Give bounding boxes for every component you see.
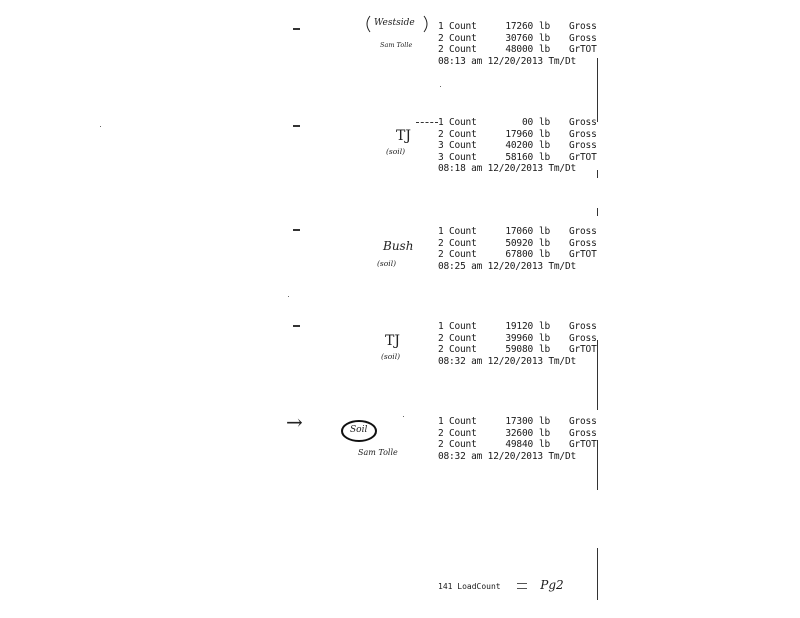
page-footer: [438, 578, 564, 592]
row-unit: lb: [539, 427, 551, 439]
row-weight: 30760: [505, 32, 533, 44]
row-count: Count: [449, 117, 477, 128]
handwritten-note: TJ: [385, 333, 400, 349]
load-count-label: 141 LoadCount: [438, 582, 501, 591]
row-weight: 67800: [505, 249, 533, 261]
row-weight: 17260: [505, 21, 533, 32]
row-unit: lb: [539, 332, 551, 344]
row-type: Gross: [569, 416, 597, 427]
row-count: Count: [449, 128, 477, 140]
ticket-row: [438, 428, 603, 440]
arrow-icon: →: [286, 410, 303, 434]
row-seq: 1: [438, 21, 444, 32]
row-weight: 17960: [505, 128, 533, 140]
row-weight: 39960: [505, 332, 533, 344]
row-type: Gross: [569, 427, 597, 439]
ticket-row: [438, 33, 603, 45]
row-unit: lb: [539, 226, 551, 237]
row-seq: 3: [438, 140, 444, 152]
row-seq: 2: [438, 439, 444, 451]
row-seq: 2: [438, 32, 444, 44]
ticket-timestamp: 08:18 am 12/20/2013 Tm/Dt: [438, 163, 576, 175]
row-weight: 17060: [505, 226, 533, 237]
row-type: Gross: [569, 226, 597, 237]
row-weight: 58160: [505, 151, 533, 163]
row-seq: 3: [438, 151, 444, 163]
ticket-row: [438, 152, 603, 164]
ticket-timestamp: 08:32 am 12/20/2013 Tm/Dt: [438, 355, 576, 367]
weigh-ticket-2: [438, 117, 603, 175]
row-unit: lb: [539, 151, 551, 163]
row-seq: 2: [438, 44, 444, 56]
row-count: Count: [449, 237, 477, 249]
row-weight: 19120: [505, 321, 533, 332]
ticket-row: [438, 321, 603, 333]
row-unit: lb: [539, 344, 551, 356]
edge-rule: [597, 58, 598, 122]
ticket-row: [438, 226, 603, 238]
scan-speck: [100, 126, 101, 127]
handwritten-signature: Sam Tolle: [358, 448, 398, 457]
ticket-row: [438, 333, 603, 345]
row-unit: lb: [539, 439, 551, 451]
ticket-row: [438, 249, 603, 261]
edge-rule: [597, 548, 598, 600]
ticket-row: [438, 344, 603, 356]
strike-dash-line: [416, 122, 438, 123]
note-main: Soil: [350, 425, 368, 435]
row-unit: lb: [539, 128, 551, 140]
row-weight: 59080: [505, 344, 533, 356]
margin-tick: [293, 28, 300, 30]
row-seq: 1: [438, 321, 444, 332]
margin-tick: [293, 125, 300, 127]
row-unit: lb: [539, 249, 551, 261]
row-unit: lb: [539, 117, 551, 128]
row-seq: 2: [438, 427, 444, 439]
row-type: Gross: [569, 237, 597, 249]
ticket-row: [438, 44, 603, 56]
row-unit: lb: [539, 237, 551, 249]
row-count: Count: [449, 32, 477, 44]
row-count: Count: [449, 151, 477, 163]
row-weight: 48000: [505, 44, 533, 56]
handwritten-signature: Sam Tolle: [380, 41, 413, 49]
row-weight: 49840: [505, 439, 533, 451]
row-type: GrTOT: [569, 249, 597, 261]
ticket-row: [438, 416, 603, 428]
row-weight: 00: [521, 117, 533, 128]
handwritten-note-sub: (soil): [386, 147, 406, 156]
footer-mark: [517, 583, 527, 589]
row-seq: 1: [438, 416, 444, 427]
handwritten-note: [366, 18, 415, 28]
row-seq: 2: [438, 344, 444, 356]
ticket-row: [438, 140, 603, 152]
ticket-timestamp: 08:25 am 12/20/2013 Tm/Dt: [438, 260, 576, 272]
note-main: Westside: [374, 18, 415, 28]
row-count: Count: [449, 427, 477, 439]
weigh-ticket-1: [438, 21, 603, 67]
handwritten-note-sub: (soil): [381, 352, 401, 361]
row-count: Count: [449, 21, 477, 32]
row-seq: 1: [438, 226, 444, 237]
margin-tick: [293, 229, 300, 231]
row-count: Count: [449, 249, 477, 261]
row-count: Count: [449, 140, 477, 152]
row-count: Count: [449, 226, 477, 237]
bracket-mark: [364, 14, 430, 34]
scan-speck: [288, 296, 289, 297]
row-count: Count: [449, 321, 477, 332]
page-number: Pg2: [540, 578, 564, 592]
row-weight: 32600: [505, 427, 533, 439]
edge-rule: [597, 340, 598, 410]
edge-rule: [597, 208, 598, 216]
row-type: Gross: [569, 332, 597, 344]
row-seq: 2: [438, 128, 444, 140]
handwritten-note: TJ: [396, 128, 411, 144]
row-unit: lb: [539, 21, 551, 32]
row-type: GrTOT: [569, 344, 597, 356]
ticket-row: [438, 21, 603, 33]
row-count: Count: [449, 332, 477, 344]
handwritten-note-sub: (soil): [377, 259, 397, 268]
row-type: GrTOT: [569, 439, 597, 451]
circled-note: [341, 420, 377, 442]
row-type: Gross: [569, 21, 597, 32]
weigh-ticket-3: [438, 226, 603, 272]
row-seq: 2: [438, 249, 444, 261]
row-weight: 40200: [505, 140, 533, 152]
row-weight: 17300: [505, 416, 533, 427]
row-count: Count: [449, 344, 477, 356]
weigh-ticket-4: [438, 321, 603, 367]
row-seq: 1: [438, 117, 444, 128]
scan-speck: [403, 416, 404, 417]
margin-tick: [293, 325, 300, 327]
row-type: Gross: [569, 321, 597, 332]
edge-rule: [597, 440, 598, 490]
row-unit: lb: [539, 32, 551, 44]
row-unit: lb: [539, 140, 551, 152]
row-count: Count: [449, 439, 477, 451]
ticket-row: [438, 129, 603, 141]
row-type: Gross: [569, 32, 597, 44]
ticket-row-voided: [438, 117, 603, 129]
row-unit: lb: [539, 321, 551, 332]
row-type: GrTOT: [569, 151, 597, 163]
handwritten-note: Bush: [383, 239, 414, 253]
row-count: Count: [449, 416, 477, 427]
ticket-row: [438, 238, 603, 250]
row-unit: lb: [539, 416, 551, 427]
row-seq: 2: [438, 332, 444, 344]
scan-speck: [440, 86, 441, 87]
row-seq: 2: [438, 237, 444, 249]
ticket-row: [438, 439, 603, 451]
ticket-timestamp: 08:13 am 12/20/2013 Tm/Dt: [438, 55, 576, 67]
ticket-timestamp: 08:32 am 12/20/2013 Tm/Dt: [438, 450, 576, 462]
row-unit: lb: [539, 44, 551, 56]
row-type: Gross: [569, 140, 597, 152]
row-type: GrTOT: [569, 44, 597, 56]
weigh-ticket-5: [438, 416, 603, 462]
row-count: Count: [449, 44, 477, 56]
row-weight: 50920: [505, 237, 533, 249]
row-type: Gross: [569, 117, 597, 128]
edge-rule: [597, 170, 598, 178]
row-type: Gross: [569, 128, 597, 140]
